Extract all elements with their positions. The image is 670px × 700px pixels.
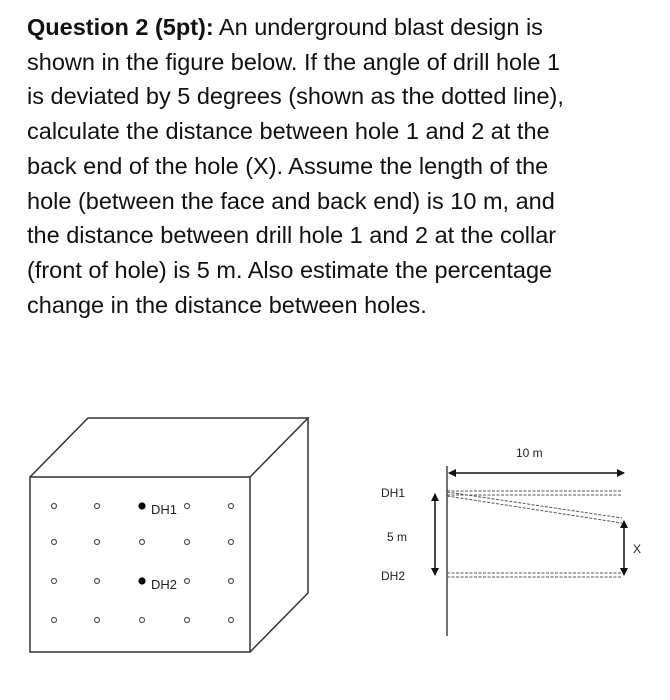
drill-hole [95, 504, 100, 509]
cube-side-face [250, 418, 308, 652]
drill-hole [229, 579, 234, 584]
question-line-1: Question 2 (5pt): An underground blast design is [27, 14, 543, 40]
drill-hole [229, 618, 234, 623]
drill-hole [52, 504, 57, 509]
drill-hole [95, 579, 100, 584]
drill-hole [185, 579, 190, 584]
drill-hole [185, 540, 190, 545]
drill-hole [140, 618, 145, 623]
drill-hole [185, 504, 190, 509]
face-dh2-label: DH2 [151, 577, 178, 592]
question-line-5: back end of the hole (X). Assume the length of the [27, 152, 549, 179]
dh2-hole [139, 578, 145, 584]
x-label: X [633, 542, 642, 556]
side-view [381, 446, 641, 636]
dh1-deviated-line-top [447, 492, 622, 518]
dh1-deviated-line-bottom [447, 496, 622, 523]
spacing-label: 5 m [387, 530, 408, 544]
drill-hole [52, 579, 57, 584]
question-line-3: is deviated by 5 degrees (shown as the dotted line), [27, 83, 564, 110]
side-dh1-label: DH1 [381, 486, 406, 500]
drill-hole [229, 504, 234, 509]
question-line-7: the distance between drill hole 1 and 2 at the collar [27, 222, 557, 249]
drill-hole [95, 618, 100, 623]
dh1-hole [139, 503, 145, 509]
side-dh2-label: DH2 [381, 569, 406, 583]
question-line-4: calculate the distance between hole 1 and 2 at the [27, 118, 550, 145]
question-heading: Question 2 (5pt): [27, 14, 214, 40]
cube-top-face [30, 418, 308, 477]
length-label: 10 m [516, 446, 543, 460]
question-line-2: shown in the figure below. If the angle of drill hole 1 [27, 48, 561, 75]
face-view-cube [30, 418, 308, 652]
question-line-8: (front of hole) is 5 m. Also estimate the percentage [27, 256, 553, 283]
drill-hole [185, 618, 190, 623]
drill-hole [52, 540, 57, 545]
drill-hole [140, 540, 145, 545]
drill-hole-grid [52, 503, 234, 623]
drill-hole [52, 618, 57, 623]
drill-hole [229, 540, 234, 545]
question-line-6: hole (between the face and back end) is 10 m, and [27, 187, 555, 214]
question-line-9: change in the distance between holes. [27, 291, 427, 318]
drill-hole [95, 540, 100, 545]
face-dh1-label: DH1 [151, 502, 178, 517]
